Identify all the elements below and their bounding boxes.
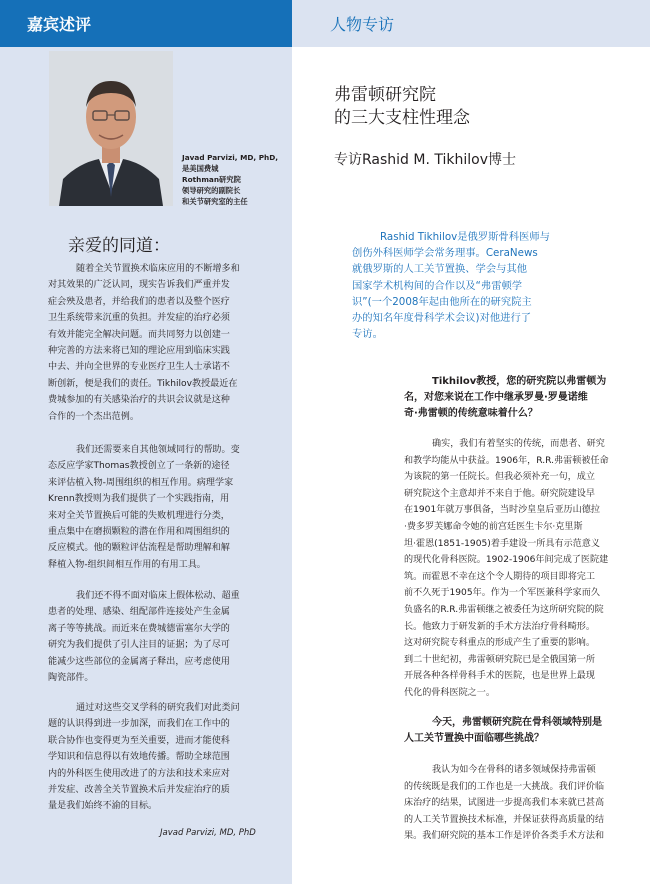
text-line: 代化的骨科医院之一。: [404, 687, 495, 698]
text-line: 识”(一个2008年起由他所在的研究院主: [352, 295, 532, 308]
text-line: 果。我们研究院的基本工作是评价各类手术方法和: [404, 831, 605, 842]
article-title: [334, 84, 470, 130]
section-header-interview: [292, 0, 650, 47]
text-line: 通过对这些交叉学科的研究我们对此类问: [76, 703, 240, 713]
text-line: 创伤外科医师学会常务理事。CeraNews: [352, 247, 538, 260]
text-line: 的人工关节置换技术标准，并保证获得高质量的结: [404, 814, 605, 825]
article-intro: [352, 229, 632, 342]
text-line: 床治疗的结果，试图进一步提高我们本来就已甚高: [404, 798, 605, 809]
text-line: 研究院这个主意却并不来自于他。研究院建设早: [404, 488, 595, 499]
text-line: 确实，我们有着坚实的传统，而患者、研究: [432, 439, 605, 449]
text-line: 这对研究院专科重点的形成产生了重要的影响。: [404, 638, 595, 649]
text-line: 种完善的方法来将已知的理论应用到临床实践: [48, 346, 230, 357]
text-line: 今天，弗雷顿研究院在骨科领域特别是: [432, 717, 602, 728]
article-subtitle: 专访Rashid M. Tikhilov博士: [334, 152, 516, 168]
text-line: 为该院的第一任院长。但我必须补充一句，成立: [404, 472, 595, 483]
letter-salutation: 亲爱的同道：: [68, 236, 170, 256]
letter-paragraph: [48, 261, 266, 425]
text-line: 研究为我们提供了引人注目的证据；为了尽可: [48, 640, 230, 651]
section-header-label: 人物专访: [330, 15, 395, 34]
portrait-photo-icon: [49, 51, 173, 206]
text-line: 坦·霍恩(1851-1905)着手建设一所具有示范意义: [404, 538, 600, 549]
text-line: 在1901年就万事俱备，当时沙皇皇后亚历山德拉: [404, 505, 600, 516]
section-header-guest-review: [0, 0, 292, 47]
text-line: 合作的一个杰出范例。: [48, 411, 139, 422]
text-line: 态反应学家Thomas教授创立了一条新的途径: [48, 461, 230, 472]
title-line: 弗雷顿研究院: [334, 85, 436, 105]
text-line: 患者的处理、感染、组配部件连接处产生金属: [48, 607, 230, 618]
text-line: 能减少这些部位的金属离子释出，应考虑使用: [48, 656, 230, 667]
text-line: 断创新，便是我们的责任。Tikhilov教授最近在: [48, 378, 238, 389]
text-line: Krenn教授则为我们提供了一个实践指南，用: [48, 494, 230, 505]
text-line: 反应模式。他的颗粒评估流程是帮助理解和解: [48, 543, 230, 554]
letter-paragraph: [48, 442, 266, 573]
text-line: 重点集中在磨损颗粒的潜在作用和周围组织的: [48, 527, 230, 538]
text-line: 卫生系统带来沉重的负担。并发症的治疗必须: [48, 313, 230, 324]
text-line: 内的外科医生使用改进了的方法和技术来应对: [48, 768, 230, 779]
text-line: 长。他致力于研发新的手术方法治疗骨科畸形。: [404, 621, 595, 632]
text-line: 题的认识得到进一步加深，而我们在工作中的: [48, 719, 230, 730]
letter-signature: Javad Parvizi, MD, PhD: [160, 828, 256, 838]
caption-line: 领导研究的副院长: [182, 186, 241, 195]
interview-answer: [404, 762, 640, 845]
text-line: 人工关节置换中面临哪些挑战？: [404, 733, 544, 745]
text-line: 释植入物-组织间相互作用的有用工具。: [48, 559, 206, 570]
text-line: Rashid Tikhilov是俄罗斯骨科医师与: [380, 231, 550, 243]
text-line: 和教学均能从中获益。1906年，R.R.弗雷顿被任命: [404, 455, 609, 466]
text-line: 的传统既是我们的工作也是一大挑战。我们评价临: [404, 781, 605, 792]
text-line: 奇·弗雷顿的传统意味着什么？: [404, 408, 538, 420]
photo-caption: [182, 152, 287, 207]
text-line: Tikhilov教授，您的研究院以弗雷顿为: [432, 376, 607, 387]
text-line: 前不久死于1905年。作为一个军医兼科学家而久: [404, 588, 600, 599]
text-line: 专访。: [352, 328, 383, 341]
interview-question: [404, 715, 640, 747]
text-line: 离子等等挑战。而近来在费城德雷塞尔大学的: [48, 623, 230, 634]
text-line: 就俄罗斯的人工关节置换、学会与其他: [352, 263, 528, 276]
title-line: 的三大支柱性理念: [334, 108, 470, 128]
caption-line: Javad Parvizi, MD, PhD,: [182, 153, 279, 162]
text-line: 来对全关节置换后可能的失败机理进行分类，: [48, 510, 230, 521]
text-line: 的现代化骨科医院。1902-1906年间完成了医院建: [404, 555, 609, 566]
text-line: ·费多罗芙娜命令她的前宫廷医生卡尔·克里斯: [404, 521, 583, 532]
text-line: 到二十世纪初，弗雷顿研究院已是全俄国第一所: [404, 654, 595, 665]
text-line: 来评估植入物-周围组织的相互作用。病理学家: [48, 477, 234, 488]
caption-line: 和关节研究室的主任: [182, 197, 248, 206]
caption-line: Rothman研究院: [182, 175, 241, 184]
text-line: 有效并能完全解决问题。而共同努力以创建一: [48, 329, 230, 340]
text-line: 症会殃及患者，并给我们的患者以及整个医疗: [48, 296, 230, 307]
letter-paragraph: [48, 700, 266, 815]
text-line: 量是我们始终不渝的目标。: [48, 801, 158, 812]
text-line: 我们还不得不面对临床上假体松动、超重: [76, 591, 240, 601]
text-line: 中去、并向全世界的专业医疗卫生人士承诺不: [48, 362, 230, 373]
text-line: 负盛名的R.R.弗雷顿继之被委任为这所研究院的院: [404, 604, 604, 615]
text-line: 陶瓷部件。: [48, 673, 94, 684]
letter-paragraph: [48, 588, 266, 686]
text-line: 并发症、改善全关节置换术后并发症治疗的质: [48, 785, 230, 796]
text-line: 办的知名年度骨科学术会议)对他进行了: [352, 312, 532, 325]
portrait-photo: [49, 51, 173, 206]
caption-line: 是美国费城: [182, 164, 219, 173]
text-line: 我们还需要来自其他领域同行的帮助。变: [76, 445, 240, 455]
text-line: 费城参加的有关感染治疗的共识会议就是这种: [48, 395, 230, 406]
text-line: 开展各种各样骨科手术的医院，也是世界上最现: [404, 671, 595, 682]
interview-question: [404, 374, 640, 423]
interview-answer: [404, 436, 640, 702]
text-line: 我认为如今在骨科的诸多领域保持弗雷顿: [432, 765, 596, 775]
text-line: 联合协作也变得更为至关重要，进而才能使科: [48, 735, 230, 746]
text-line: 筑。而霍恩不幸在这个令人期待的项目即将完工: [404, 571, 595, 582]
text-line: 学知识和信息得以有效地传播。帮助全球范围: [48, 752, 230, 763]
text-line: 国家学术机构间的合作以及“弗雷顿学: [352, 279, 523, 292]
text-line: 随着全关节置换术临床应用的不断增多和: [76, 264, 240, 274]
text-line: 名，对您来说在工作中继承罗曼·罗曼诺维: [404, 392, 588, 404]
section-header-label: 嘉宾述评: [27, 15, 92, 34]
text-line: 对其效果的广泛认同，现实告诉我们严重并发: [48, 280, 230, 291]
